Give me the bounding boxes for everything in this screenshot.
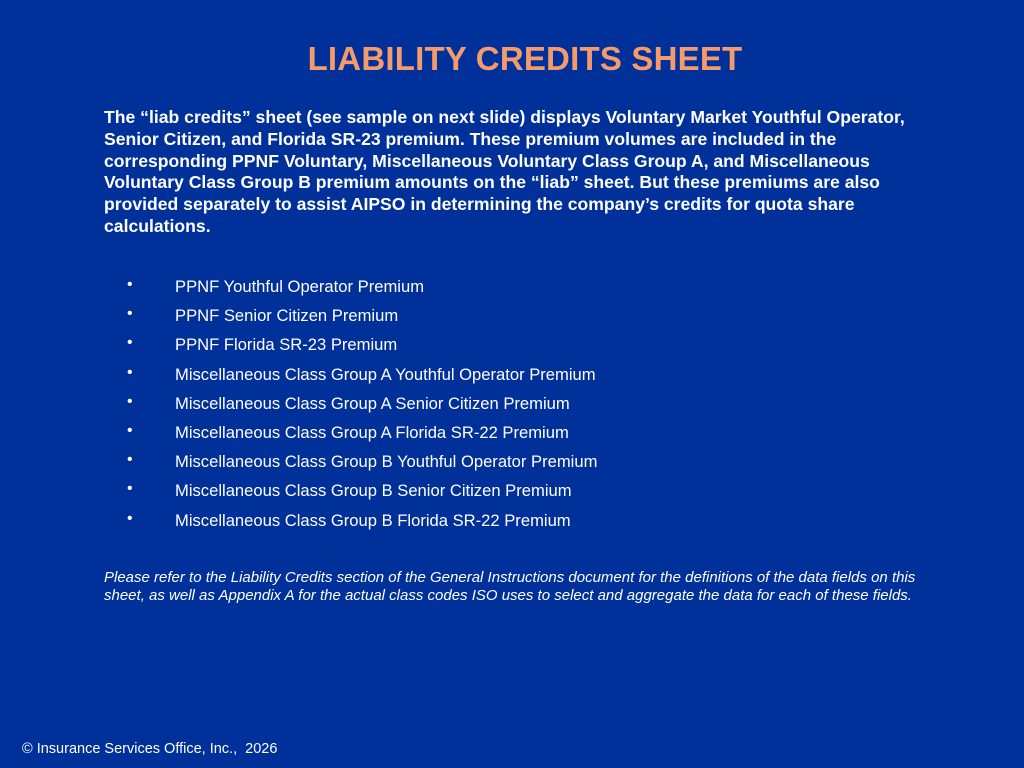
bullet-text: Miscellaneous Class Group B Senior Citizen Premium bbox=[175, 481, 572, 501]
bullet-dot-icon: • bbox=[127, 509, 133, 527]
bullet-text: PPNF Senior Citizen Premium bbox=[175, 306, 399, 326]
reference-note: Please refer to the Liability Credits section of the General Instructions document for the definitions of the data fields on this sheet, as well as Appendix A for the actual class codes ISO uses to select and aggregate the data for each of these fields. bbox=[104, 569, 916, 605]
bullet-text: Miscellaneous Class Group B Florida SR-22 Premium bbox=[175, 510, 571, 530]
bullet-dot-icon: • bbox=[127, 392, 133, 410]
bullet-dot-icon: • bbox=[127, 421, 133, 439]
bullet-dot-icon: • bbox=[127, 480, 133, 498]
copyright-footer: © Insurance Services Office, Inc., 2026 bbox=[22, 741, 278, 757]
bullet-dot-icon: • bbox=[127, 334, 133, 352]
bullet-dot-icon: • bbox=[127, 363, 133, 381]
bullet-item bbox=[104, 451, 924, 480]
bullet-item bbox=[104, 510, 924, 539]
premium-bullet-list bbox=[104, 276, 924, 539]
intro-paragraph: The “liab credits” sheet (see sample on next slide) displays Voluntary Market Youthful Operator, Senior Citizen, and Florida SR-23 premium. These premium volumes are included in the corresponding PPNF Voluntary, Miscellaneous Voluntary Class Group A, and Miscellaneous Voluntary Class Group B premium amounts on the “liab” sheet. But these premiums are also provided separately to assist AIPSO in determining the company’s credits for quota share calculations. bbox=[104, 107, 905, 236]
bullet-item bbox=[104, 276, 924, 305]
bullet-text: PPNF Youthful Operator Premium bbox=[175, 277, 425, 296]
bullet-item bbox=[104, 305, 924, 334]
bullet-item bbox=[104, 364, 924, 393]
bullet-text: Miscellaneous Class Group A Florida SR-22 Premium bbox=[175, 422, 569, 442]
bullet-text: Miscellaneous Class Group A Youthful Operator Premium bbox=[175, 364, 596, 384]
bullet-text: Miscellaneous Class Group A Senior Citizen Premium bbox=[175, 393, 570, 413]
bullet-dot-icon: • bbox=[127, 276, 133, 293]
bullet-text: Miscellaneous Class Group B Youthful Operator Premium bbox=[175, 452, 598, 472]
bullet-item bbox=[104, 480, 924, 509]
bullet-dot-icon: • bbox=[127, 305, 133, 323]
bullet-item bbox=[104, 422, 924, 451]
bullet-dot-icon: • bbox=[127, 451, 133, 469]
bullet-item bbox=[104, 334, 924, 363]
bullet-text: PPNF Florida SR-23 Premium bbox=[175, 335, 398, 355]
bullet-item bbox=[104, 393, 924, 422]
slide-title: LIABILITY CREDITS SHEET bbox=[307, 40, 743, 77]
